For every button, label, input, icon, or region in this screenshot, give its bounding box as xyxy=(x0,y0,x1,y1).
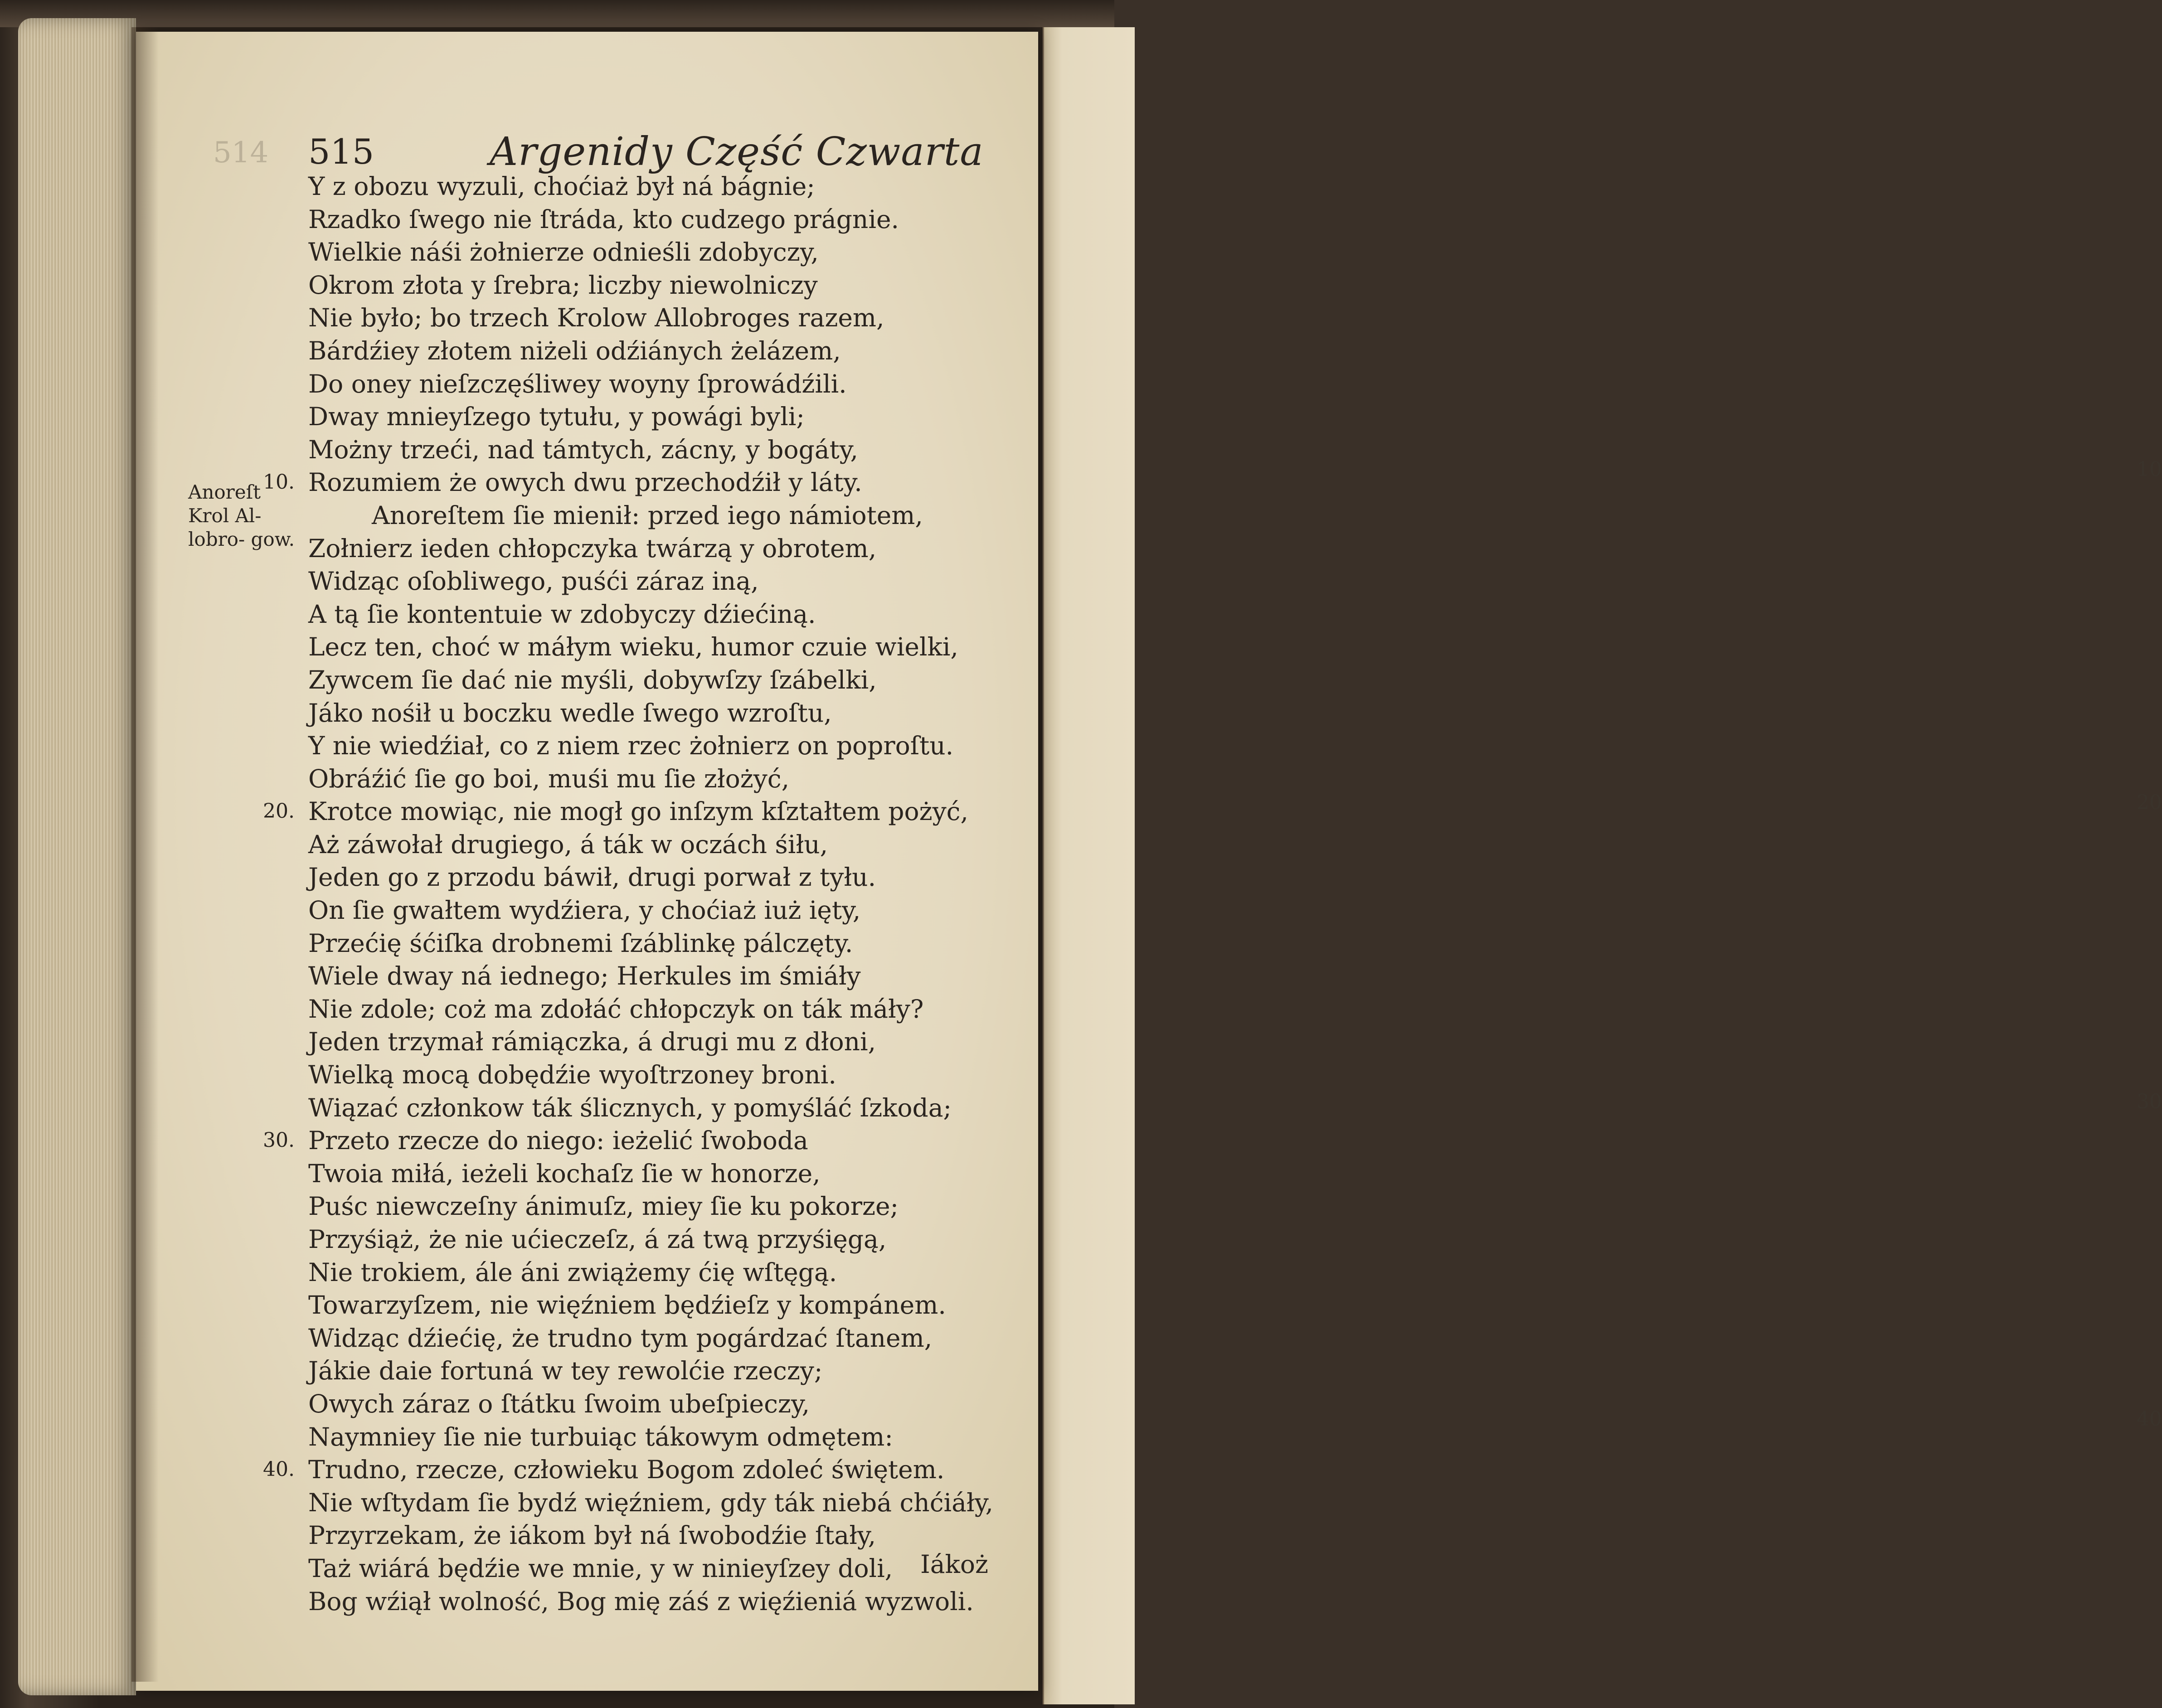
verse-line xyxy=(308,1058,997,1092)
line-number: 20. xyxy=(263,800,295,823)
verse-text: Jeden go z przodu báwił, drugi porwał z tyłu. xyxy=(308,863,876,892)
verse-text: Nie wſtydam ſie bydź więźniem, gdy ták niebá chćiáły, xyxy=(308,1488,993,1517)
verse-text: Przeto rzecze do niego: ieżelić ſwoboda xyxy=(308,1126,808,1155)
verse-line xyxy=(308,1585,997,1618)
verse-line xyxy=(308,499,997,532)
verse-line xyxy=(308,1486,997,1519)
verse-line xyxy=(263,1124,997,1157)
verse-text: Owych záraz o ſtátku ſwoim ubeſpieczy, xyxy=(308,1389,810,1418)
running-head xyxy=(308,129,984,175)
verse-line xyxy=(308,203,997,236)
verse-line xyxy=(308,1552,997,1585)
verse-text: Wielką mocą dobędźie wyoſtrzoney broni. xyxy=(308,1060,836,1090)
verse-text: Rozumiem że owych dwu przechodźił y láty. xyxy=(308,468,862,497)
verse-text: Naymniey ſie nie turbuiąc tákowym odmętem: xyxy=(308,1422,893,1451)
verse-text: Wiązać członkow ták ślicznych, y pomyśláć ſzkoda; xyxy=(308,1093,952,1122)
verse-text: Anoreſtem ſie mienił: przed iego námiotem, xyxy=(372,500,923,530)
page-number: 515 xyxy=(308,131,374,172)
verse-text: Jákie daie fortuná w tey rewolćie rzeczy; xyxy=(308,1356,823,1386)
verse-line xyxy=(308,828,997,861)
verse-line xyxy=(308,960,997,993)
verse-text: Jáko nośił u boczku wedle ſwego wzroſtu, xyxy=(308,698,832,728)
verse-line xyxy=(308,697,997,730)
verse-text: Bog wźiął wolność, Bog mię záś z więźieniá wyzwoli. xyxy=(308,1587,974,1616)
facing-line-number: 20 xyxy=(2137,791,2162,814)
line-number: 10. xyxy=(263,471,295,494)
verse-text: Taż wiárá będźie we mnie, y w ninieyſzey doli, xyxy=(308,1553,893,1583)
verse-line xyxy=(308,729,997,762)
verse-line xyxy=(308,1256,997,1289)
marginal-note: Anoreſt Krol Al- lobro- gow. xyxy=(188,481,295,550)
verse-line xyxy=(308,762,997,796)
verse-line xyxy=(308,993,997,1026)
verse-line xyxy=(308,1519,997,1552)
verse-line xyxy=(308,1025,997,1058)
verse-text: Krotce mowiąc, nie mogł go inſzym kſztałtem pożyć, xyxy=(308,797,968,826)
verse-line xyxy=(308,1092,997,1125)
verse-line xyxy=(308,1354,997,1388)
verse-line xyxy=(308,433,997,466)
verse-text: Y z obozu wyzuli, choćiaż był ná bágnie; xyxy=(308,172,815,201)
verse-text: Lecz ten, choć w máłym wieku, humor czuie wielki, xyxy=(308,632,958,662)
verse-text: Nie było; bo trzech Krolow Allobroges razem, xyxy=(308,303,884,333)
facing-line-number: 40 xyxy=(2137,1407,2162,1431)
verse-text: Przyśiąż, że nie ućieczeſz, á zá twą przyśięgą, xyxy=(308,1225,887,1254)
verse-text: Okrom złota y ſrebra; liczby niewolniczy xyxy=(308,270,818,300)
verse-text: Wielkie náśi żołnierze odnieśli zdobyczy, xyxy=(308,238,819,267)
poem-text xyxy=(263,170,997,1618)
verse-text: Rzadko ſwego nie ſtráda, kto cudzego prágnie. xyxy=(308,204,899,234)
verse-text: Zywcem ſie dać nie myśli, dobywſzy ſzábelki, xyxy=(308,665,877,694)
running-title: Argenidy Część Czwarta xyxy=(490,129,984,175)
bleed-through-folio: 514 xyxy=(213,136,269,170)
verse-text: Nie zdole; coż ma zdołáć chłopczyk on ták máły? xyxy=(308,994,924,1024)
verse-text: Przećię śćiſka drobnemi ſzáblinkę pálczęty. xyxy=(308,928,853,958)
verse-line xyxy=(308,1388,997,1421)
verse-line xyxy=(308,894,997,927)
verse-text: Do oney nieſzczęśliwey woyny ſprowádźili. xyxy=(308,369,847,398)
verse-text: Widząc dźiećię, że trudno tym pogárdzać ſtanem, xyxy=(308,1323,933,1353)
verse-line xyxy=(263,1453,997,1486)
gutter-shadow xyxy=(131,27,159,1682)
verse-line xyxy=(308,368,997,401)
catchword: Iákoż xyxy=(920,1550,988,1579)
verse-line xyxy=(308,335,997,368)
verse-line xyxy=(308,664,997,697)
verse-text: Bárdźiey złotem niżeli odźiánych żelázem, xyxy=(308,336,841,365)
verse-text: Puśc niewczeſny ánimuſz, miey ſie ku pokorze; xyxy=(308,1192,899,1221)
verse-line xyxy=(308,861,997,894)
verse-text: Obráźić ſie go boi, muśi mu ſie złożyć, xyxy=(308,764,790,793)
verse-line xyxy=(308,565,997,598)
verse-text: Trudno, rzecze, człowieku Bogom zdoleć świętem. xyxy=(308,1455,945,1485)
facing-page-edge xyxy=(1043,27,2162,1704)
verse-text: Zołnierz ieden chłopczyka twárzą y obrotem, xyxy=(308,534,877,563)
facing-line-number: 10 xyxy=(2137,458,2162,481)
verse-line xyxy=(308,1190,997,1223)
verse-line xyxy=(308,269,997,302)
verse-text: Towarzyſzem, nie więźniem będźieſz y kompánem. xyxy=(308,1291,946,1320)
verse-line xyxy=(308,1223,997,1256)
verse-line xyxy=(308,400,997,433)
verse-line xyxy=(308,631,997,664)
verse-text: Jeden trzymał rámiączka, á drugi mu z dłoni, xyxy=(308,1027,876,1057)
verse-line xyxy=(308,598,997,631)
verse-line xyxy=(308,532,997,565)
verse-text: Widząc oſobliwego, puśći záraz iną, xyxy=(308,567,759,596)
stacked-page-edges xyxy=(18,18,136,1695)
verse-line xyxy=(263,466,997,499)
verse-text: Możny trzeći, nad támtych, zácny, y bogáty, xyxy=(308,435,858,464)
verse-text: Wiele dway ná iednego; Herkules im śmiáły xyxy=(308,961,861,991)
verse-text: Aż záwołał drugiego, á ták w oczách śiłu, xyxy=(308,830,828,859)
verse-text: Dway mnieyſzego tytułu, y powági byli; xyxy=(308,402,805,432)
scan-background-top xyxy=(0,0,1114,27)
line-number: 40. xyxy=(263,1458,295,1481)
verse-text: A tą ſie kontentuie w zdobyczy dźiećiną. xyxy=(308,599,816,629)
verse-line xyxy=(308,1157,997,1190)
verse-line xyxy=(308,1322,997,1355)
verse-line xyxy=(308,301,997,335)
verse-line xyxy=(263,795,997,828)
facing-line-number: 30 xyxy=(2137,1090,2162,1113)
verse-line xyxy=(308,236,997,269)
verse-text: Twoia miłá, ieżeli kochaſz ſie w honorze, xyxy=(308,1159,821,1188)
line-number: 30. xyxy=(263,1129,295,1152)
verse-text: Nie trokiem, ále áni zwiążemy ćię wſtęgą. xyxy=(308,1257,837,1287)
verse-line xyxy=(308,1421,997,1454)
verse-line xyxy=(308,1289,997,1322)
verse-text: On ſie gwałtem wydźiera, y choćiaż iuż ięty, xyxy=(308,896,861,925)
verse-text: Przyrzekam, że iákom był ná ſwobodźie ſtały, xyxy=(308,1521,876,1550)
verse-line xyxy=(308,927,997,960)
verse-text: Y nie wiedźiał, co z niem rzec żołnierz on poproſtu. xyxy=(308,731,954,761)
verse-line xyxy=(308,170,997,203)
